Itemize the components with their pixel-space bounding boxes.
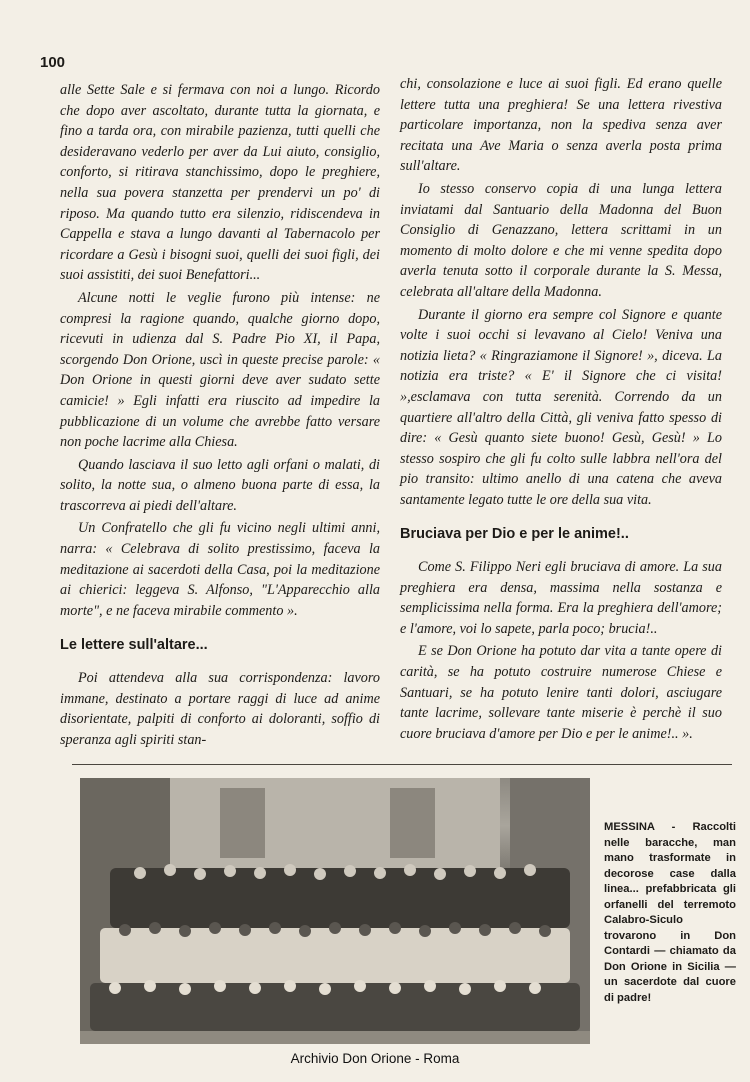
paragraph: Poi attendeva alla sua corrispondenza: lavoro immane, destinato a portare raggi di luce ad anime disorientate, palpiti di conforto ai doloranti, soffio di speranza agli spiriti stan-: [60, 670, 380, 748]
paragraph: Durante il giorno era sempre col Signore e quante volte i suoi occhi si levavano al Cielo! Veniva una notizia lieta? « Ringraziamone il Signore! », diceva. La notizia era triste? « E' il Signore che ci visita! »,esclamava con tutta serenità. Correndo da un quartiere all'altro della Città, gli veniva fatto spesso di dire: « Gesù quanto siete buono! Gesù, Gesù! » Lo stesso sospiro che gli fu colto sulle labbra nell'ora del pio transito: ultimo anello di una catena che aveva santamente legato tutte le ore della sua vita.: [400, 306, 722, 508]
paragraph: Un Confratello che gli fu vicino negli ultimi anni, narra: « Celebrava di solito prestissimo, faceva la meditazione ai sacerdoti della Casa, poi la meditazione ai chierici: leggeva S. Alfonso, "L'Apparecchio alla morte", e ne faceva mirabile commento ».: [60, 520, 380, 619]
group-photo: [80, 778, 590, 1044]
paragraph: chi, consolazione e luce ai suoi figli. Ed erano quelle lettere tutta una preghiera! Se una lettera rivestiva particolare importanza, non la spediva senza aver recitata una Ave Maria o senza averla posta prima sull'altare.: [400, 76, 722, 175]
paragraph: Come S. Filippo Neri egli bruciava di amore. La sua preghiera era densa, massima nella sostanza e semplicissima nella forma. Era la preghiera dell'amore; e l'amore, voi lo sapete, parla poco; brucia!..: [400, 559, 722, 637]
right-column: [400, 74, 722, 746]
paragraph: Io stesso conservo copia di una lunga lettera inviatami dal Santuario della Madonna del Buon Consiglio di Genazzano, lettera scrittami in un momento di molto dolore e che mi venne spedita dopo averla tenuta sotto il corporale durante la S. Messa, celebrata all'altare della Madonna.: [400, 180, 722, 300]
left-column: [60, 80, 380, 752]
page-number: 100: [40, 54, 66, 71]
divider: [72, 764, 732, 765]
section-heading: Bruciava per Dio e per le anime!..: [400, 526, 629, 543]
section-heading: Le lettere sull'altare...: [60, 637, 208, 654]
paragraph: E se Don Orione ha potuto dar vita a tante opere di carità, se ha potuto costruire numerose Chiese e Santuari, se ha potuto lenire tanti dolori, asciugare tante lacrime, sollevare tante miserie è perchè il suo cuore bruciava d'amore per Dio e per le anime!.. ».: [400, 643, 722, 742]
paragraph: Quando lasciava il suo letto agli orfani o malati, di solito, la notte sua, o almeno buona parte di essa, la trascorreva ai piedi dell'altare.: [60, 456, 380, 514]
paragraph: alle Sette Sale e si fermava con noi a lungo. Ricordo che dopo aver ascoltato, durante tutta la giornata, e fino a tarda ora, con mirabile pazienza, tutti quelli che desideravano vederlo per aver da Lui aiuto, consiglio, conforto, si ritirava stanchissimo, dopo le preghiere, nella sua povera stanzetta per prendervi un po' di riposo. Ma quando tutto era silenzio, ridiscendeva in Cappella e stava a lungo davanti al Tabernacolo per ricordare a Gesù i bisogni suoi, quelli dei suoi figli, dei suoi assistiti, dei suoi Benefattori...: [60, 82, 380, 284]
photo-caption: MESSINA - Raccolti nelle baracche, man mano trasformate in decorose case dalla linea... prefabbricata gli orfanelli del terremoto Calabro-Siculo trovarono in Don Contardi — chiamato da Don Orione in Sicilia — un sacerdote dal cuore di padre!: [604, 821, 736, 1004]
group-photo-illustration: [80, 778, 590, 1044]
paragraph: Alcune notti le veglie furono più intense: ne compresi la ragione quando, qualche giorno dopo, ricevuti in udienza dal S. Padre Pio XI, il Papa, scorgendo Don Orione, uscì in queste precise parole: « Don Orione in questi giorni deve aver sudato sette camicie! » Egli infatti era riuscito ad impedire la pubblicazione di un volume che avrebbe fatto versare non poche lacrime alla Chiesa.: [60, 289, 380, 451]
archive-footer: Archivio Don Orione - Roma: [290, 1051, 460, 1066]
